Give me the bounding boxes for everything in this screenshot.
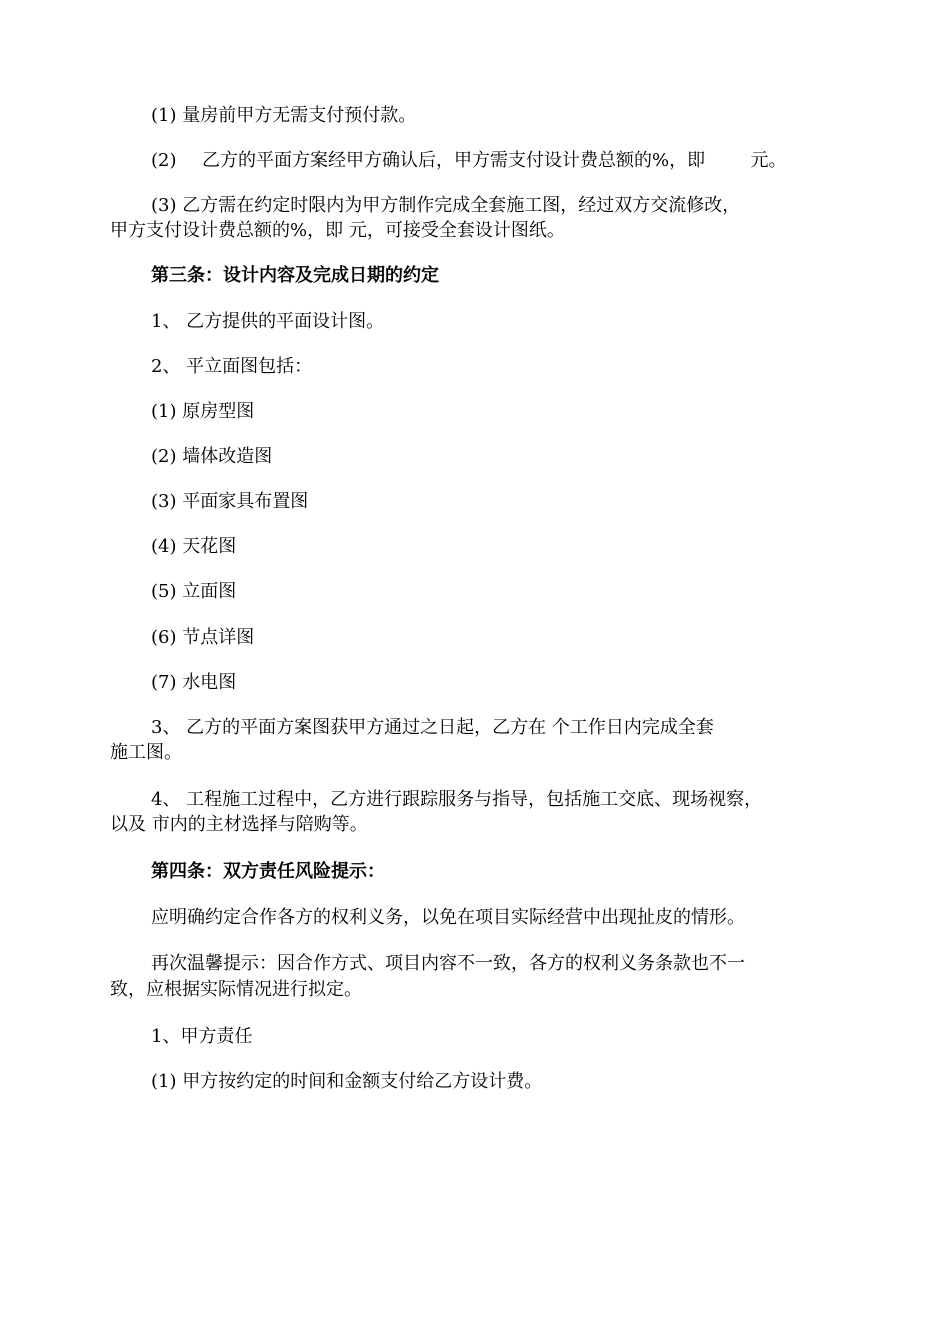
paragraph-2-number: (2) bbox=[151, 150, 177, 171]
risk-note-2-line-1: 再次温馨提示：因合作方式、项目内容不一致，各方的权利义务条款也不一 bbox=[151, 953, 745, 974]
list-item-4-line-1: 4、 工程施工过程中，乙方进行跟踪服务与指导，包括施工交底、现场视察， bbox=[151, 789, 763, 810]
responsibility-item-1: (1) 甲方按约定的时间和金额支付给乙方设计费。 bbox=[151, 1071, 543, 1092]
list-item-2: 2、 平立面图包括： bbox=[151, 356, 313, 377]
paragraph-2 bbox=[151, 149, 787, 173]
sub-item-4: (4) 天花图 bbox=[151, 536, 237, 557]
sub-item-7: (7) 水电图 bbox=[151, 672, 237, 693]
section-heading-4: 第四条：双方责任风险提示： bbox=[151, 861, 385, 882]
responsibility-heading: 1、甲方责任 bbox=[151, 1026, 253, 1047]
list-item-3-line-1: 3、 乙方的平面方案图获甲方通过之日起，乙方在 个工作日内完成全套 bbox=[151, 717, 714, 738]
paragraph-1: (1) 量房前甲方无需支付预付款。 bbox=[151, 105, 417, 126]
list-item-4-line-2: 以及 市内的主材选择与陪购等。 bbox=[110, 814, 368, 835]
sub-item-1: (1) 原房型图 bbox=[151, 401, 255, 422]
section-heading-3: 第三条：设计内容及完成日期的约定 bbox=[151, 265, 439, 286]
list-item-3-line-2: 施工图。 bbox=[110, 742, 182, 763]
sub-item-2: (2) 墙体改造图 bbox=[151, 446, 273, 467]
paragraph-2-end: 元。 bbox=[750, 150, 787, 171]
risk-note-1: 应明确约定合作各方的权利义务，以免在项目实际经营中出现扯皮的情形。 bbox=[151, 907, 745, 928]
list-item-1: 1、 乙方提供的平面设计图。 bbox=[151, 311, 385, 332]
risk-note-2-line-2: 致，应根据实际情况进行拟定。 bbox=[110, 979, 362, 1000]
sub-item-3: (3) 平面家具布置图 bbox=[151, 491, 309, 512]
paragraph-3-line-1: (3) 乙方需在约定时限内为甲方制作完成全套施工图，经过双方交流修改， bbox=[151, 195, 741, 216]
sub-item-6: (6) 节点详图 bbox=[151, 627, 255, 648]
paragraph-3-line-2: 甲方支付设计费总额的%，即 元，可接受全套设计图纸。 bbox=[110, 220, 565, 241]
sub-item-5: (5) 立面图 bbox=[151, 581, 237, 602]
paragraph-2-text: 乙方的平面方案经甲方确认后，甲方需支付设计费总额的%，即 bbox=[201, 150, 706, 171]
